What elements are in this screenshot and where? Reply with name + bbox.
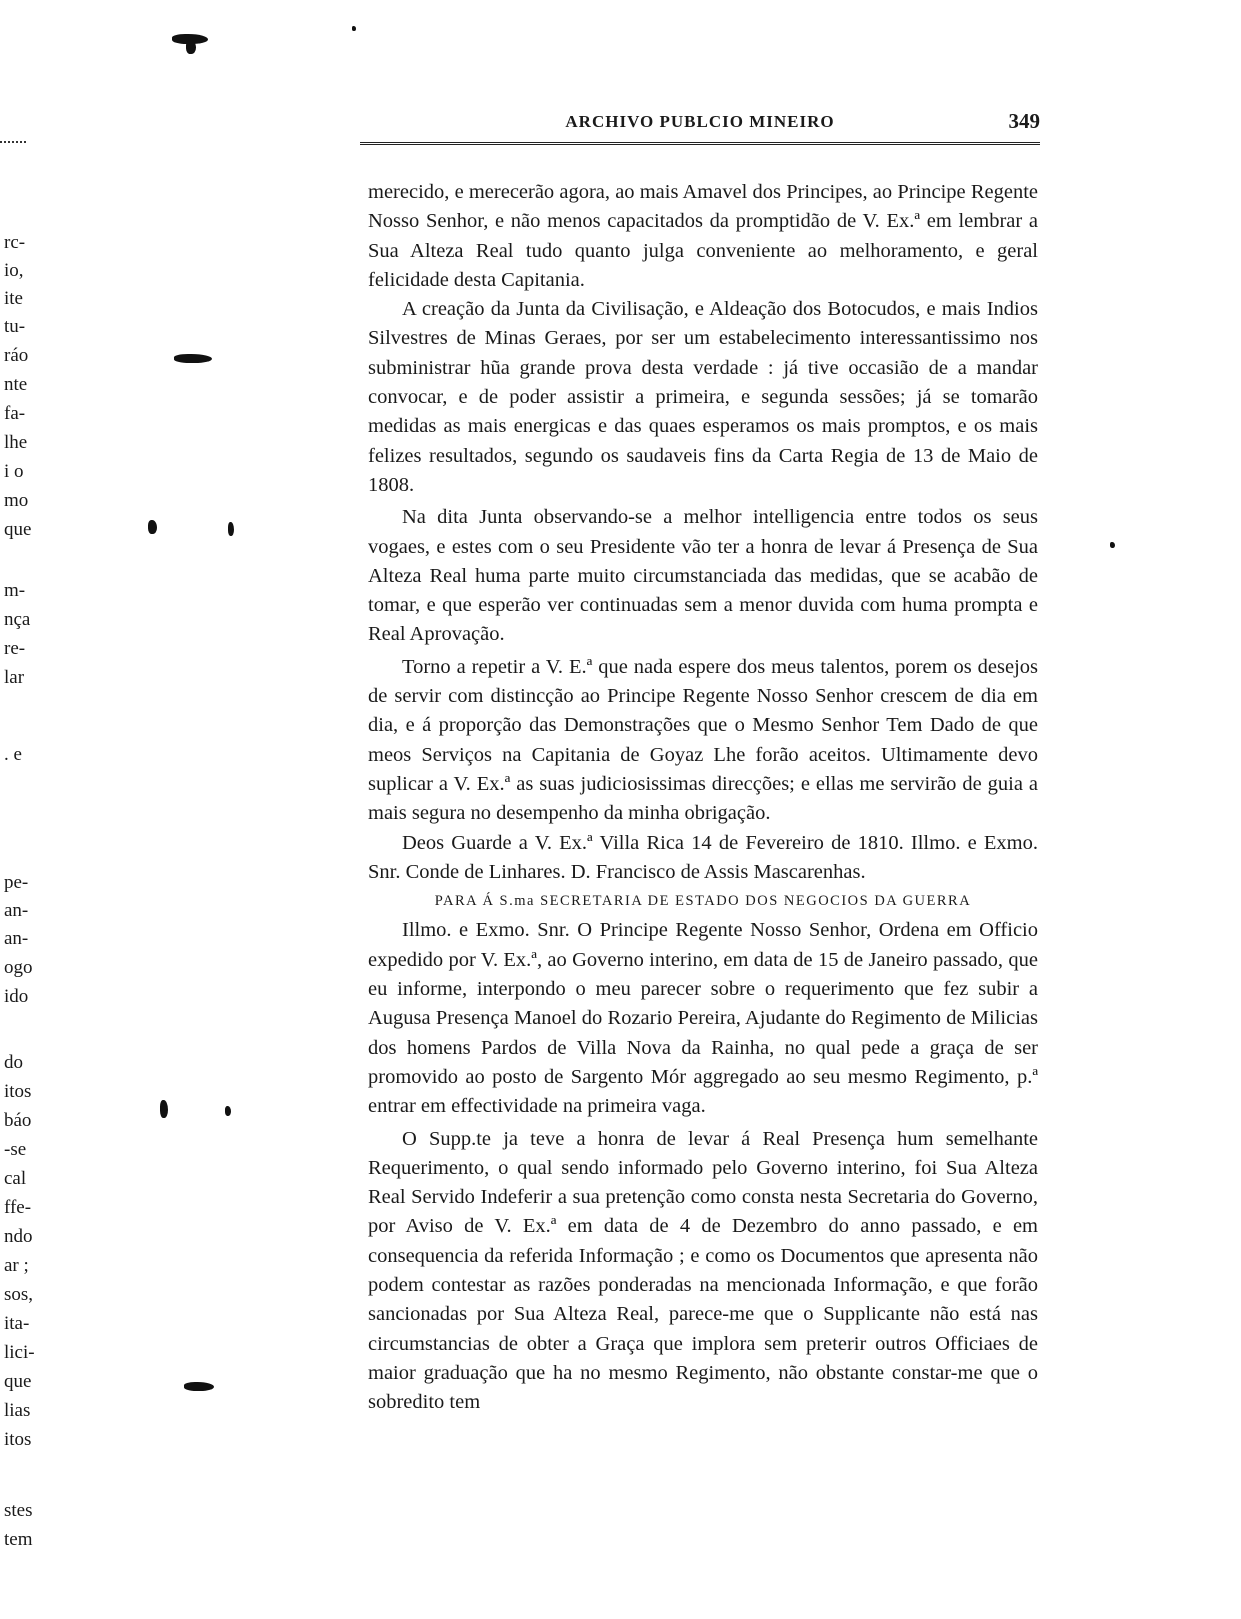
fragment-line: m- bbox=[4, 580, 26, 601]
fragment-line: ogo bbox=[4, 957, 33, 978]
fragment-line: cal bbox=[4, 1168, 27, 1189]
fragment-line: an- bbox=[4, 928, 29, 949]
fragment-line: re- bbox=[4, 638, 26, 659]
section-heading: PARA Á S.ma SECRETARIA DE ESTADO DOS NEGOCIOS DA GUERRA bbox=[434, 893, 972, 910]
fragment-line: sos, bbox=[4, 1284, 34, 1305]
ink-blot bbox=[160, 1100, 168, 1118]
fragment-line: ndo bbox=[4, 1226, 33, 1247]
paragraph: merecido, e merecerão agora, ao mais Amavel dos Principes, ao Principe Regente Nosso Senhor, e não menos capacitados da promptidão de V. Ex.ª em lembrar a Sua Alteza Real tudo quanto julga conveniente ao melhoramento, e geral felicidade desta Capitania. bbox=[368, 181, 1038, 291]
fragment-line: pe- bbox=[4, 872, 29, 893]
fragment-line: ffe- bbox=[4, 1197, 32, 1218]
running-title: ARCHIVO PUBLCIO MINEIRO bbox=[565, 112, 835, 131]
fragment-line: que bbox=[4, 1371, 32, 1392]
fragment-line: i o bbox=[4, 461, 24, 482]
fragment-line: -se bbox=[4, 1139, 27, 1160]
fragment-line: ite bbox=[4, 288, 23, 309]
fragment-line: fa- bbox=[4, 403, 26, 424]
fragment-line: ráo bbox=[4, 345, 29, 366]
page-number: 349 bbox=[1008, 109, 1040, 133]
fragment-line: nça bbox=[4, 609, 31, 630]
fragment-line: que bbox=[4, 519, 32, 540]
ink-blot bbox=[184, 1382, 214, 1391]
ink-blot bbox=[174, 354, 212, 363]
fragment-line: rc- bbox=[4, 232, 26, 253]
ink-blot bbox=[186, 40, 196, 54]
paragraph: Na dita Junta observando-se a melhor intelligencia entre todos os seus vogaes, e estes com o seu Presidente vão ter a honra de levar á Presença de Sua Alteza Real huma parte muito circumstanciada das medidas, que se acabão de tomar, e que esperão ver continuadas sem a menor duvida com huma prompta e Real Aprovação. bbox=[368, 506, 1038, 646]
fragment-line: mo bbox=[4, 490, 29, 511]
fragment-line: tem bbox=[4, 1529, 33, 1550]
fragment-line: an- bbox=[4, 900, 29, 921]
previous-page-rule bbox=[0, 141, 26, 143]
fragment-line: lhe bbox=[4, 432, 28, 453]
paragraph: Torno a repetir a V. E.ª que nada espere dos meus talentos, porem os desejos de servir com distincção ao Principe Regente Nosso Senhor crescem de dia em dia, e á proporção das Demonstrações que o Mesmo Senhor Tem Dado de que meos Serviços na Capitania de Goyaz Lhe forão aceitos. Ultimamente devo suplicar a V. Ex.ª as suas judiciosissimas direcções; e ellas me servirão de guia a mais segura no desempenho da minha obrigação. bbox=[368, 655, 1038, 825]
fragment-line: io, bbox=[4, 260, 24, 281]
fragment-line: lar bbox=[4, 667, 25, 688]
ink-blot bbox=[352, 26, 356, 31]
fragment-line: ido bbox=[4, 986, 29, 1007]
paragraph: A creação da Junta da Civilisação, e Aldeação dos Botocudos, e mais Indios Silvestres de Minas Geraes, por ser um estabelecimento interessantissimo nos subministrar hũa grande prova desta verdade : já tive occasião de a mandar convocar, e de poder assistir a primeira, e segunda sessões; já se tomarão medidas as mais energicas e das quaes esperamos os mais promptos, e os mais felizes resultados, segundo os saudaveis fins da Carta Regia de 13 de Maio de 1808. bbox=[368, 298, 1038, 496]
body-text bbox=[368, 178, 1038, 1417]
fragment-line: stes bbox=[4, 1500, 33, 1521]
fragment-line: itos bbox=[4, 1081, 32, 1102]
fragment-line: tu- bbox=[4, 316, 26, 337]
fragment-line: itos bbox=[4, 1429, 32, 1450]
fragment-line: lici- bbox=[4, 1342, 35, 1363]
ink-blot bbox=[148, 520, 157, 534]
header-rule bbox=[360, 142, 1040, 145]
paragraph: Illmo. e Exmo. Snr. O Principe Regente Nosso Senhor, Ordena em Officio expedido por V. Ex.ª, ao Governo interino, em data de 15 de Janeiro passado, que eu informe, interpondo o meu parecer sobre o requerimento que fez subir a Augusa Presença Manoel do Rozario Pereira, Ajudante do Regimento de Milicias dos homens Pardos de Villa Nova da Rainha, no qual pede a graça de ser promovido ao posto de Sargento Mór aggregado ao seu mesmo Regimento, p.ª entrar em effectividade na primeira vaga. bbox=[368, 919, 1038, 1118]
fragment-line: do bbox=[4, 1052, 23, 1073]
fragment-line: . e bbox=[4, 744, 22, 765]
ink-blot bbox=[1110, 542, 1115, 548]
previous-page-fragments bbox=[0, 0, 40, 1619]
fragment-line: ita- bbox=[4, 1313, 30, 1334]
fragment-line: lias bbox=[4, 1400, 31, 1421]
fragment-line: báo bbox=[4, 1110, 32, 1131]
fragment-line: ar ; bbox=[4, 1255, 29, 1276]
paragraph: Deos Guarde a V. Ex.ª Villa Rica 14 de Fevereiro de 1810. Illmo. e Exmo. Snr. Conde de Linhares. D. Francisco de Assis Mascarenhas. bbox=[368, 831, 1038, 883]
ink-blot bbox=[228, 522, 234, 536]
ink-blot bbox=[225, 1106, 231, 1116]
paragraph: O Supp.te ja teve a honra de levar á Real Presença hum semelhante Requerimento, o qual sendo informado pelo Governo interino, foi Sua Alteza Real Servido Indeferir a sua pretenção como consta nesta Secretaria do Governo, por Aviso de V. Ex.ª em data de 4 de Dezembro do anno passado, e em consequencia da referida Informação ; e como os Documentos que apresenta não podem contestar as razões ponderadas na mencionada Informação, e que forão sancionadas por Sua Alteza Real, parece-me que o Supplicante não está nas circumstancias de obter a Graça que implora sem preterir outros Officiaes de maior graduação que ha no mesmo Regimento, não obstante constar-me que o sobredito tem bbox=[368, 1127, 1038, 1414]
page-header bbox=[360, 109, 1040, 140]
fragment-line: nte bbox=[4, 374, 28, 395]
